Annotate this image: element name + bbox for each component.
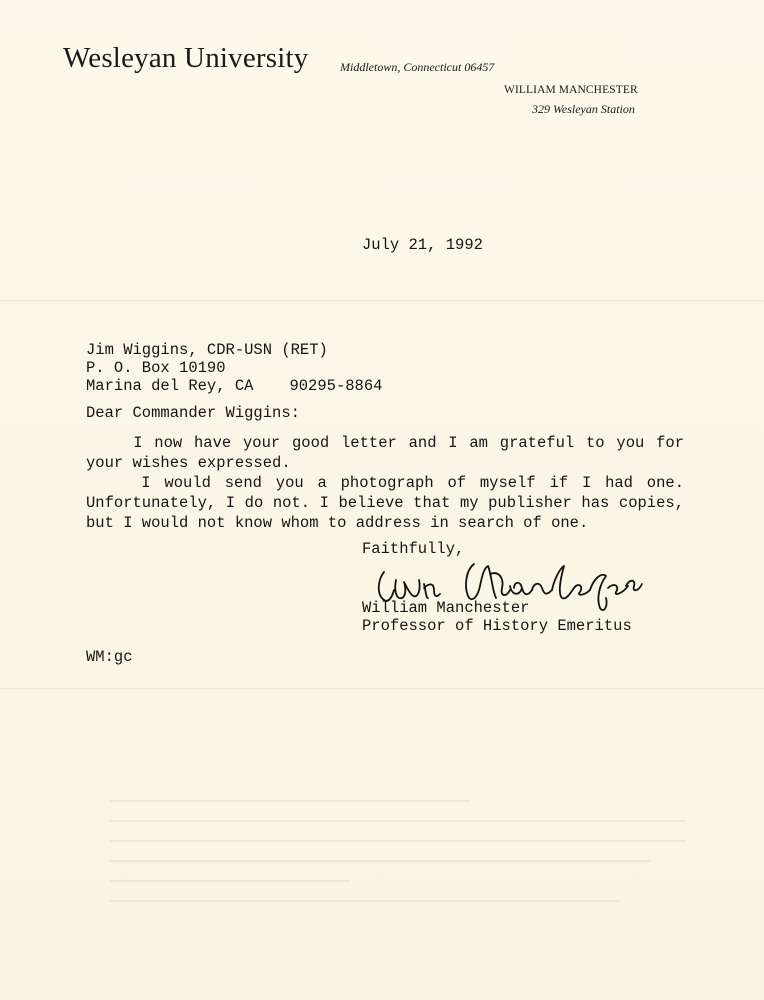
body-paragraph-2 — [86, 473, 684, 533]
letterhead-institution: Wesleyan University — [63, 42, 309, 74]
body-paragraph-1-text: I now have your good letter and I am grateful to you for your wishes expressed. — [86, 434, 684, 472]
letterhead-location: Middletown, Connecticut 06457 — [340, 60, 495, 74]
salutation: Dear Commander Wiggins: — [86, 404, 300, 422]
typed-signature-name: William Manchester — [362, 599, 530, 617]
reverse-side-bleed-through — [110, 800, 710, 970]
signer-title: Professor of History Emeritus — [362, 617, 632, 635]
closing: Faithfully, — [362, 540, 465, 558]
letterhead-sender-name: WILLIAM MANCHESTER — [504, 84, 638, 96]
recipient-line-2: P. O. Box 10190 — [86, 359, 226, 377]
recipient-line-3 — [86, 377, 382, 395]
fold-line — [0, 300, 764, 302]
letterhead-sender-address: 329 Wesleyan Station — [532, 102, 635, 116]
body-paragraph-2-text: I would send you a photograph of myself if I had one. Unfortunately, I do not. I believe that my publisher has copies, but I would not know whom to address in search of one. — [86, 474, 684, 532]
body-paragraph-1 — [86, 433, 684, 473]
reference-initials: WM:gc — [86, 648, 133, 666]
fold-line — [0, 688, 764, 690]
recipient-zip: 90295-8864 — [289, 377, 383, 395]
recipient-city: Marina del Rey, CA — [86, 377, 254, 395]
recipient-line-1: Jim Wiggins, CDR-USN (RET) — [86, 341, 328, 359]
letter-date: July 21, 1992 — [362, 236, 483, 254]
